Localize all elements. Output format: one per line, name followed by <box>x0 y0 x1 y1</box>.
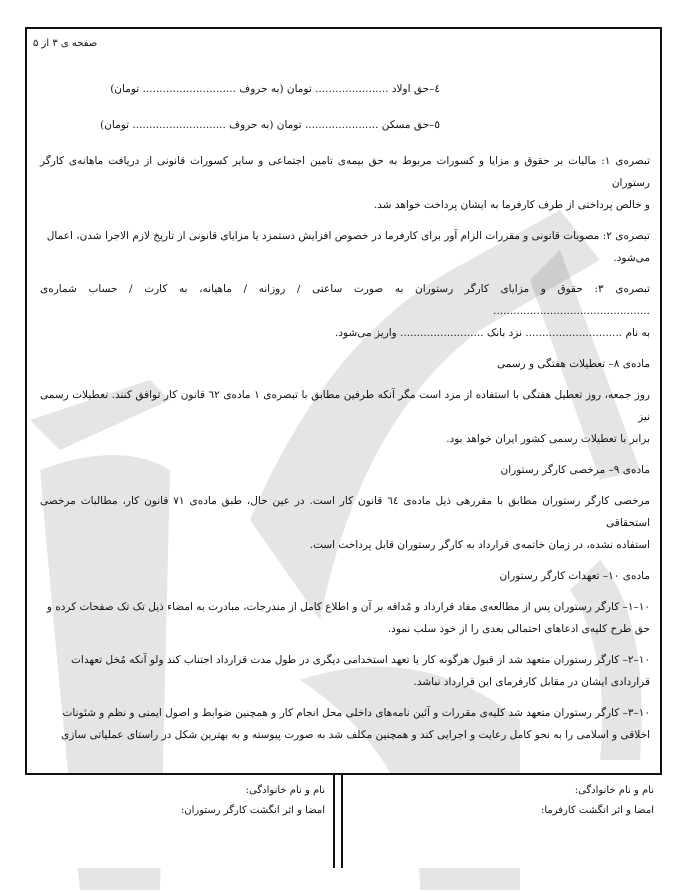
employer-signature-cell <box>343 775 662 868</box>
allowance-child-line: ٤–حق اولاد ...................... تومان (به حروف ............................ تومان) <box>110 83 440 95</box>
article9-line1: مرخصی کارگر رستوران مطابق با مقررهی ذیل ماده‌ی ٦٤ قانون کار است. در عین حال، طبق ماده‌ی ۷۱ قانون کار، مطالبات مرخصی استحقاقی <box>40 495 650 529</box>
signature-spacer-cell <box>335 775 343 868</box>
clause-10-2-line2: قراردادی ایشان در مقابل کارفرمای این قرارداد نباشد. <box>413 676 650 688</box>
clause-10-2-line1: ۱۰–۲– کارگر رستوران متعهد شد از قبول هرگونه کار یا تعهد استخدامی دیگری در طول مدت قرارداد اجتناب کند ولو آنکه مُخل تعهدات <box>71 654 650 666</box>
clause-10-1-line2: حق طرح کلیه‌ی ادعاهای احتمالی بعدی را از خود سلب نمود. <box>387 623 650 635</box>
allowance-housing-line: ٥–حق مسکن ...................... تومان (به حروف ............................ تومان) <box>100 119 440 131</box>
note1-line2: و خالص پرداختی از طرف کارفرما به ایشان پرداخت خواهد شد. <box>373 199 650 211</box>
article10-title: ماده‌ی ۱۰– تعهدات کارگر رستوران <box>499 570 650 582</box>
worker-name-label: نام و نام خانوادگی: <box>245 785 325 796</box>
signature-table <box>25 773 662 868</box>
page-number: صفحه ی ۳ از ۵ <box>33 38 98 49</box>
note1-line1: تبصره‌ی ۱: مالیات بر حقوق و مزایا و کسورات مربوط به حق بیمه‌ی تامین اجتماعی و سایر کسورات قانونی از دریافت ماهانه‌ی کارگر رستوران <box>40 155 650 189</box>
article9-line2: استفاده نشده، در زمان خاتمه‌ی قرارداد به کارگر رستوران قابل پرداخت است. <box>309 539 650 551</box>
employer-name-label: نام و نام خانوادگی: <box>574 785 654 796</box>
clause-10-1-line1: ۱۰–۱– کارگر رستوران پس از مطالعه‌ی مفاد قرارداد و مُداقه بر آن و اطلاع کامل از مندرجات، مبادرت به امضاء ذیل تک تک صفحات کرده و <box>46 601 650 613</box>
article8-line2: برابر با تعطیلات رسمی کشور ایران خواهد بود. <box>446 433 650 445</box>
note2-line1: تبصره‌ی ۲: مصوبات قانونی و مقررات الزام آور برای کارفرما در خصوص افزایش دستمزد یا مزایای قانونی از تاریخ لازم الاجرا شدن، اعمال <box>46 230 650 242</box>
worker-sign-label: امضا و اثر انگشت کارگر رستوران: <box>180 805 325 816</box>
article8-line1: روز جمعه، روز تعطیل هفتگی با استفاده از مزد است مگر آنکه طرفین مطابق با تبصره‌ی ۱ ماده‌ی ٦۲ قانون کار توافق کنند. تعطیلات رسمی نیز <box>40 389 650 423</box>
clause-10-3-line2: اخلاقی و اسلامی را به نحو کامل رعایت و اجرایی کند و همچنین مکلف شد به صورت پیوسته و به بهترین شکل در راستای عملیاتی سازی <box>61 729 650 741</box>
document-body <box>40 40 650 746</box>
note3-line1: تبصره‌ی ۳: حقوق و مزایای کارگر رستوران به صورت ساعتی / روزانه / ماهیانه، به کارت / حساب شماره‌ی ............................................... <box>40 283 650 317</box>
note2-line2: می‌شود. <box>613 252 650 264</box>
article9-title: ماده‌ی ۹– مرخصی کارگر رستوران <box>500 464 650 476</box>
employer-sign-label: امضا و اثر انگشت کارفرما: <box>540 805 654 816</box>
clause-10-3-line1: ۱۰–۳– کارگر رستوران متعهد شد کلیه‌ی مقررات و آئین نامه‌های داخلی محل انجام کار و همچنین ضوابط و اصول ایمنی و نظم و شئونات <box>62 707 650 719</box>
note3-line2: به نام ............................. نزد بانک ......................... واریز می‌شود. <box>335 327 650 339</box>
worker-signature-cell <box>25 775 335 868</box>
article8-title: ماده‌ی ۸– تعطیلات هفتگی و رسمی <box>496 358 650 370</box>
